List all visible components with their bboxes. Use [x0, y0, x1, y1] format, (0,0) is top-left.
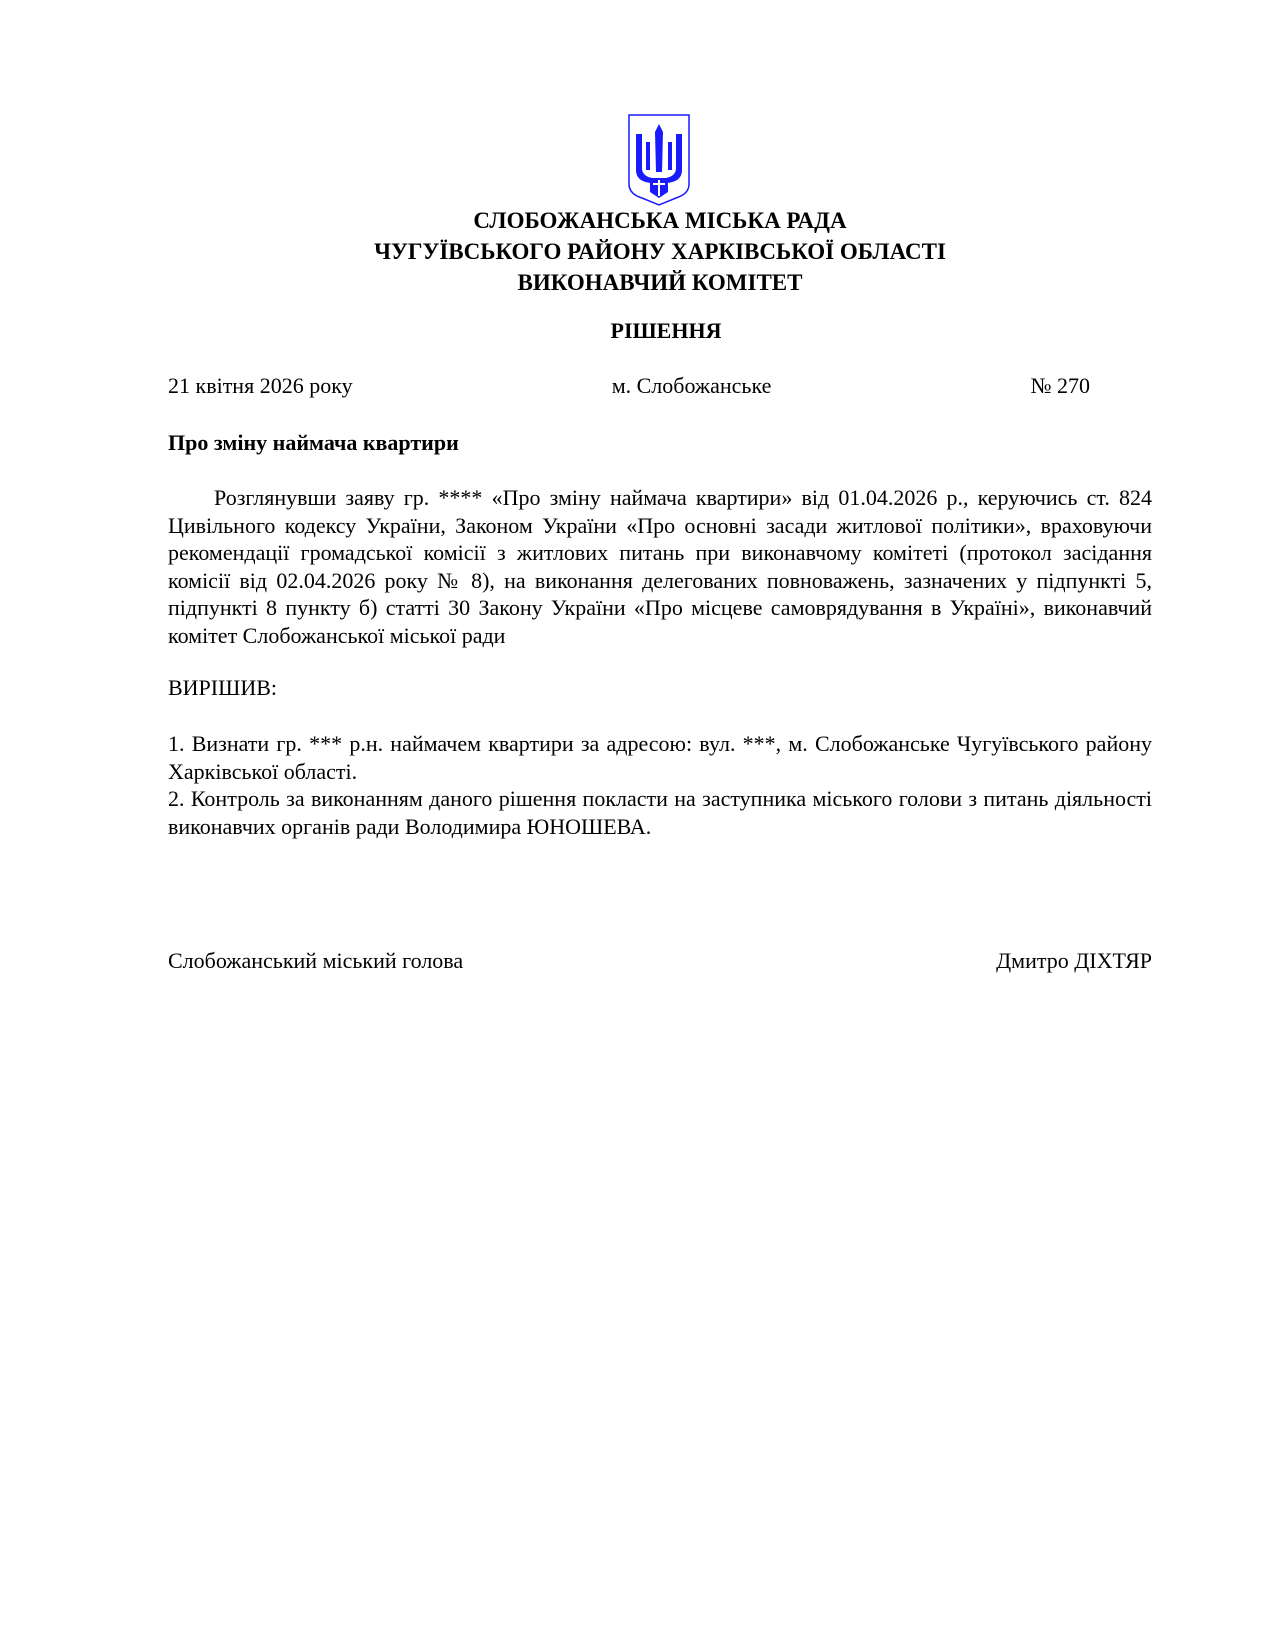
issuer-committee: ВИКОНАВЧИЙ КОМІТЕТ: [517, 270, 803, 295]
decision-item: 2. Контроль за виконанням даного рішення покласти на заступника міського голови з питань діяльності виконавчих органів ради Володимира ЮНОШЕВА.: [168, 786, 1152, 839]
document-subject: Про зміну наймача квартири: [168, 430, 459, 455]
document-date: 21 квітня 2026 року: [168, 373, 353, 398]
signatory-name: Дмитро ДІХТЯР: [996, 948, 1152, 973]
document-number: № 270: [1030, 373, 1090, 398]
issuer-council: СЛОБОЖАНСЬКА МІСЬКА РАДА: [473, 208, 847, 233]
document-type: РІШЕННЯ: [610, 318, 722, 343]
document-place: м. Слобожанське: [611, 373, 772, 398]
issuer-header: [0, 205, 1275, 298]
signature-block: [168, 948, 1152, 974]
issuer-district: ЧУГУЇВСЬКОГО РАЙОНУ ХАРКІВСЬКОЇ ОБЛАСТІ: [374, 239, 946, 264]
decision-item: 1. Визнати гр. *** р.н. наймачем квартири за адресою: вул. ***, м. Слобожанське Чугуївського району Харківської області.: [168, 731, 1152, 784]
resolved-heading: ВИРІШИВ:: [168, 675, 277, 700]
document-meta: [168, 373, 1090, 399]
decision-items: [168, 730, 1152, 840]
preamble: Розглянувши заяву гр. **** «Про зміну наймача квартири» від 01.04.2026 р., керуючись ст. 824 Цивільного кодексу України, Законом України «Про основні засади житлової політики», враховуючи рекомендації громадської комісії з житлових питань при виконавчому комітеті (протокол засідання комісії від 02.04.2026 року № 8), на виконання делегованих повноважень, зазначених у підпункті 5, підпункті 8 пункту б) статті 30 Закону України «Про місцеве самоврядування в Україні», виконавчий комітет Слобожанської міської ради: [168, 485, 1152, 648]
coat-of-arms-icon: [626, 112, 692, 208]
signatory-position: Слобожанський міський голова: [168, 948, 464, 973]
